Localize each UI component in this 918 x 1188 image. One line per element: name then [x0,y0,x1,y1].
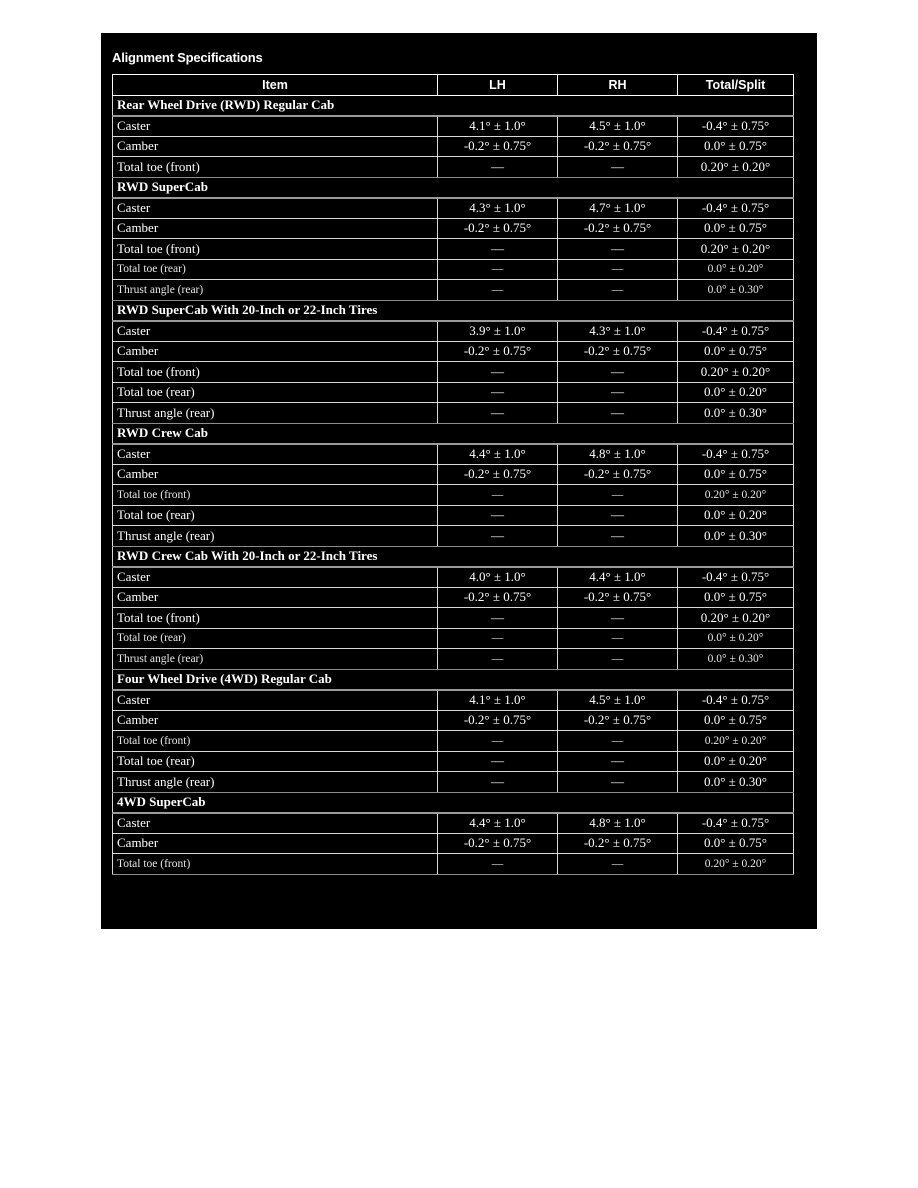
rh-value-cell: 4.8° ± 1.0° [558,813,678,834]
total-split-value-cell: -0.4° ± 0.75° [678,321,794,342]
column-header-rh: RH [558,75,678,96]
item-cell: Caster [113,690,438,711]
total-split-value-cell: 0.0° ± 0.75° [678,833,794,854]
total-split-value-cell: 0.0° ± 0.20° [678,751,794,772]
lh-value-cell: — [438,505,558,526]
total-split-value-cell: 0.0° ± 0.30° [678,403,794,424]
item-cell: Thrust angle (rear) [113,526,438,547]
lh-value-cell: -0.2° ± 0.75° [438,218,558,239]
table-row [113,362,794,383]
section-header-row [113,423,794,444]
lh-value-cell: -0.2° ± 0.75° [438,833,558,854]
table-row [113,587,794,608]
column-header-lh: LH [438,75,558,96]
table-row [113,731,794,752]
total-split-value-cell: 0.0° ± 0.20° [678,259,794,280]
table-row [113,239,794,260]
total-split-value-cell: 0.20° ± 0.20° [678,608,794,629]
table-row [113,526,794,547]
lh-value-cell: — [438,485,558,506]
total-split-value-cell: 0.20° ± 0.20° [678,239,794,260]
item-cell: Camber [113,587,438,608]
total-split-value-cell: 0.0° ± 0.75° [678,341,794,362]
section-header-row [113,792,794,813]
lh-value-cell: — [438,259,558,280]
item-cell: Total toe (front) [113,608,438,629]
lh-value-cell: — [438,608,558,629]
section-title: RWD Crew Cab [113,423,794,444]
section-title: Four Wheel Drive (4WD) Regular Cab [113,669,794,690]
table-row [113,608,794,629]
section-title: RWD SuperCab [113,177,794,198]
table-row [113,833,794,854]
lh-value-cell: — [438,628,558,649]
rh-value-cell: -0.2° ± 0.75° [558,218,678,239]
lh-value-cell: — [438,854,558,875]
total-split-value-cell: 0.20° ± 0.20° [678,485,794,506]
table-row [113,198,794,219]
total-split-value-cell: -0.4° ± 0.75° [678,198,794,219]
lh-value-cell: — [438,239,558,260]
lh-value-cell: 4.4° ± 1.0° [438,444,558,465]
rh-value-cell: -0.2° ± 0.75° [558,710,678,731]
rh-value-cell: — [558,628,678,649]
alignment-spec-table [112,74,794,875]
rh-value-cell: — [558,239,678,260]
lh-value-cell: — [438,751,558,772]
table-body [113,95,794,874]
item-cell: Thrust angle (rear) [113,649,438,670]
lh-value-cell: 4.1° ± 1.0° [438,690,558,711]
item-cell: Total toe (rear) [113,751,438,772]
item-cell: Total toe (rear) [113,259,438,280]
rh-value-cell: — [558,751,678,772]
table-row [113,628,794,649]
total-split-value-cell: 0.0° ± 0.20° [678,382,794,403]
rh-value-cell: 4.8° ± 1.0° [558,444,678,465]
rh-value-cell: — [558,362,678,383]
total-split-value-cell: 0.0° ± 0.20° [678,628,794,649]
rh-value-cell: 4.3° ± 1.0° [558,321,678,342]
rh-value-cell: — [558,382,678,403]
section-header-row [113,546,794,567]
rh-value-cell: 4.7° ± 1.0° [558,198,678,219]
total-split-value-cell: 0.0° ± 0.30° [678,772,794,793]
lh-value-cell: — [438,382,558,403]
section-header-row [113,95,794,116]
rh-value-cell: — [558,731,678,752]
section-title: RWD SuperCab With 20-Inch or 22-Inch Tires [113,300,794,321]
table-row [113,382,794,403]
section-title: Rear Wheel Drive (RWD) Regular Cab [113,95,794,116]
alignment-spec-panel [101,33,817,929]
item-cell: Camber [113,341,438,362]
total-split-value-cell: 0.0° ± 0.75° [678,710,794,731]
item-cell: Total toe (rear) [113,382,438,403]
total-split-value-cell: -0.4° ± 0.75° [678,116,794,137]
rh-value-cell: — [558,259,678,280]
table-row [113,854,794,875]
table-row [113,280,794,301]
rh-value-cell: 4.5° ± 1.0° [558,690,678,711]
table-row [113,136,794,157]
total-split-value-cell: 0.20° ± 0.20° [678,854,794,875]
table-row [113,218,794,239]
total-split-value-cell: -0.4° ± 0.75° [678,444,794,465]
item-cell: Thrust angle (rear) [113,772,438,793]
total-split-value-cell: -0.4° ± 0.75° [678,567,794,588]
lh-value-cell: — [438,731,558,752]
item-cell: Camber [113,833,438,854]
table-row [113,403,794,424]
table-row [113,751,794,772]
total-split-value-cell: 0.0° ± 0.30° [678,280,794,301]
table-row [113,444,794,465]
column-header-total-split: Total/Split [678,75,794,96]
total-split-value-cell: -0.4° ± 0.75° [678,690,794,711]
item-cell: Caster [113,567,438,588]
lh-value-cell: -0.2° ± 0.75° [438,464,558,485]
lh-value-cell: -0.2° ± 0.75° [438,136,558,157]
lh-value-cell: — [438,362,558,383]
rh-value-cell: — [558,526,678,547]
lh-value-cell: — [438,649,558,670]
rh-value-cell: — [558,157,678,178]
rh-value-cell: — [558,485,678,506]
table-row [113,505,794,526]
total-split-value-cell: 0.0° ± 0.30° [678,526,794,547]
item-cell: Camber [113,710,438,731]
item-cell: Caster [113,198,438,219]
rh-value-cell: — [558,505,678,526]
lh-value-cell: — [438,403,558,424]
item-cell: Thrust angle (rear) [113,280,438,301]
total-split-value-cell: 0.20° ± 0.20° [678,157,794,178]
lh-value-cell: 4.3° ± 1.0° [438,198,558,219]
table-row [113,321,794,342]
rh-value-cell: — [558,649,678,670]
total-split-value-cell: 0.0° ± 0.75° [678,587,794,608]
total-split-value-cell: -0.4° ± 0.75° [678,813,794,834]
rh-value-cell: — [558,403,678,424]
item-cell: Total toe (front) [113,485,438,506]
page-title: Alignment Specifications [112,50,263,65]
table-row [113,485,794,506]
rh-value-cell: -0.2° ± 0.75° [558,136,678,157]
lh-value-cell: -0.2° ± 0.75° [438,587,558,608]
table-row [113,772,794,793]
total-split-value-cell: 0.0° ± 0.75° [678,464,794,485]
rh-value-cell: — [558,772,678,793]
item-cell: Total toe (rear) [113,628,438,649]
item-cell: Total toe (front) [113,731,438,752]
table-row [113,116,794,137]
rh-value-cell: 4.4° ± 1.0° [558,567,678,588]
table-row [113,157,794,178]
table-row [113,710,794,731]
lh-value-cell: — [438,526,558,547]
section-header-row [113,300,794,321]
table-row [113,649,794,670]
lh-value-cell: -0.2° ± 0.75° [438,341,558,362]
total-split-value-cell: 0.0° ± 0.75° [678,218,794,239]
table-row [113,259,794,280]
section-header-row [113,669,794,690]
table-row [113,464,794,485]
table-row [113,567,794,588]
item-cell: Total toe (front) [113,157,438,178]
total-split-value-cell: 0.0° ± 0.30° [678,649,794,670]
rh-value-cell: 4.5° ± 1.0° [558,116,678,137]
item-cell: Caster [113,444,438,465]
item-cell: Total toe (front) [113,362,438,383]
total-split-value-cell: 0.0° ± 0.75° [678,136,794,157]
lh-value-cell: — [438,280,558,301]
lh-value-cell: 4.4° ± 1.0° [438,813,558,834]
lh-value-cell: 4.1° ± 1.0° [438,116,558,137]
total-split-value-cell: 0.20° ± 0.20° [678,362,794,383]
item-cell: Camber [113,464,438,485]
total-split-value-cell: 0.20° ± 0.20° [678,731,794,752]
table-row [113,690,794,711]
item-cell: Caster [113,116,438,137]
item-cell: Camber [113,136,438,157]
section-title: RWD Crew Cab With 20-Inch or 22-Inch Tires [113,546,794,567]
section-header-row [113,177,794,198]
item-cell: Caster [113,813,438,834]
rh-value-cell: — [558,280,678,301]
rh-value-cell: — [558,854,678,875]
table-row [113,341,794,362]
rh-value-cell: -0.2° ± 0.75° [558,587,678,608]
item-cell: Total toe (rear) [113,505,438,526]
column-header-item: Item [113,75,438,96]
item-cell: Total toe (front) [113,854,438,875]
rh-value-cell: -0.2° ± 0.75° [558,833,678,854]
rh-value-cell: -0.2° ± 0.75° [558,341,678,362]
lh-value-cell: — [438,772,558,793]
lh-value-cell: -0.2° ± 0.75° [438,710,558,731]
table-header-row [113,75,794,96]
item-cell: Caster [113,321,438,342]
section-title: 4WD SuperCab [113,792,794,813]
rh-value-cell: -0.2° ± 0.75° [558,464,678,485]
rh-value-cell: — [558,608,678,629]
total-split-value-cell: 0.0° ± 0.20° [678,505,794,526]
lh-value-cell: — [438,157,558,178]
item-cell: Total toe (front) [113,239,438,260]
item-cell: Camber [113,218,438,239]
lh-value-cell: 4.0° ± 1.0° [438,567,558,588]
lh-value-cell: 3.9° ± 1.0° [438,321,558,342]
table-row [113,813,794,834]
item-cell: Thrust angle (rear) [113,403,438,424]
